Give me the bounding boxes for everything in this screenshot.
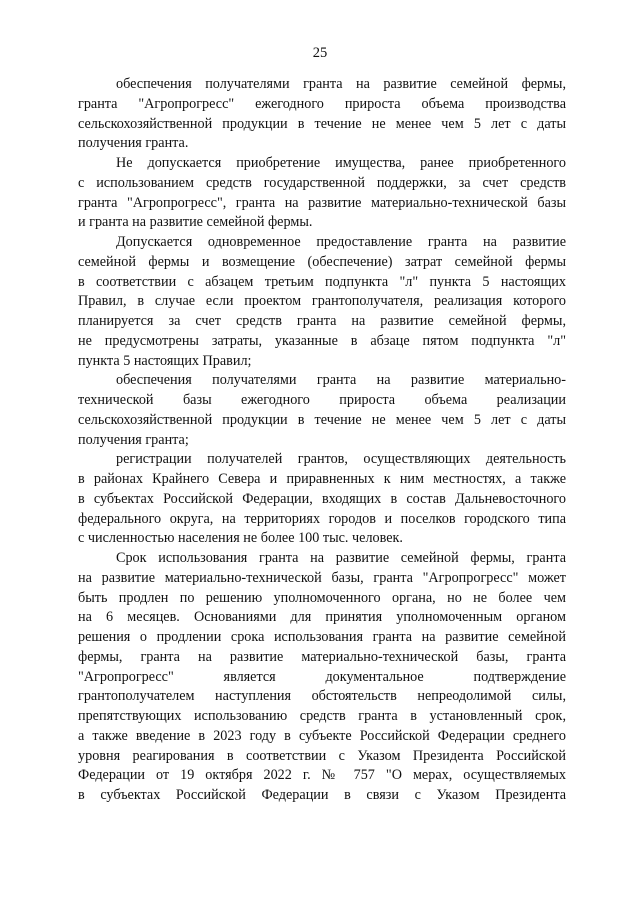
text-line: Допускается одновременное предоставление гранта на развитие [116,234,566,250]
text-line: гранта "Агропрогресс" ежегодного прироста объема производства [78,95,566,112]
text-line: в районах Крайнего Севера и приравненных к ним местностях, а также [78,471,566,487]
text-line: получения гранта; [78,431,189,448]
text-line: гранта "Агропрогресс", гранта на развитие материально-технической базы [78,194,566,211]
text-line: технической базы ежегодного прироста объема реализации [78,392,566,408]
text-line: семейной фермы и возмещение (обеспечение) затрат семейной фермы [78,253,566,270]
text-line: обеспечения получателями гранта на развитие семейной фермы, [116,76,566,92]
page-number: 25 [312,45,328,61]
text-line: сельскохозяйственной продукции в течение не менее чем 5 лет с даты [78,411,566,428]
text-line: с численностью населения не более 100 тыс. человек. [78,530,403,547]
text-line: быть продлен по решению уполномоченного органа, но не более чем [78,589,566,606]
text-line: получения гранта. [78,135,189,152]
text-line: обеспечения получателями гранта на развитие материально- [116,372,566,389]
text-line: на 6 месяцев. Основаниями для принятия уполномоченным органом [78,609,566,626]
text-line: в субъектах Российской Федерации в связи с Указом Президента [78,787,566,803]
text-line: федерального округа, на территориях городов и поселков городского типа [78,510,566,527]
text-line: пункта 5 настоящих Правил; [78,352,252,369]
text-line: сельскохозяйственной продукции в течение не менее чем 5 лет с даты [78,115,566,132]
text-line: в субъектах Российской Федерации, входящих в состав Дальневосточного [78,490,566,507]
text-line: уровня реагирования в соответствии с Указом Президента Российской [78,747,566,764]
text-line: регистрации получателей грантов, осуществляющих деятельность [116,451,566,468]
text-line: а также введение в 2023 году в субъекте Российской Федерации среднего [78,727,566,744]
text-line: Срок использования гранта на развитие семейной фермы, гранта [116,550,566,566]
text-line: Правил, в случае если проектом грантополучателя, реализация которого [78,293,566,310]
text-line: "Агропрогресс" является документальное подтверждение [78,668,566,685]
text-line: Федерации от 19 октября 2022 г. № 757 "О мерах, осуществляемых [78,767,566,784]
text-line: на развитие материально-технической базы, гранта "Агропрогресс" может [78,569,566,586]
text-line: с использованием средств государственной поддержки, за счет средств [78,174,566,191]
document-body [78,75,566,806]
text-line: препятствующих использованию средств гранта в установленный срок, [78,708,566,724]
text-line: и гранта на развитие семейной фермы. [78,214,313,231]
text-line: Не допускается приобретение имущества, ранее приобретенного [116,155,566,171]
text-line: планируется за счет средств гранта на развитие семейной фермы, [78,313,566,329]
text-line: не предусмотрены затраты, указанные в абзаце пятом подпункта "л" [78,332,566,349]
text-line: грантополучателем наступления обстоятельств непреодолимой силы, [78,688,566,705]
text-line: фермы, гранта на развитие материально-технической базы, гранта [78,648,566,665]
text-line: решения о продлении срока использования гранта на развитие семейной [78,629,566,645]
text-line: в соответствии с абзацем третьим подпункта "л" пункта 5 настоящих [78,273,566,290]
